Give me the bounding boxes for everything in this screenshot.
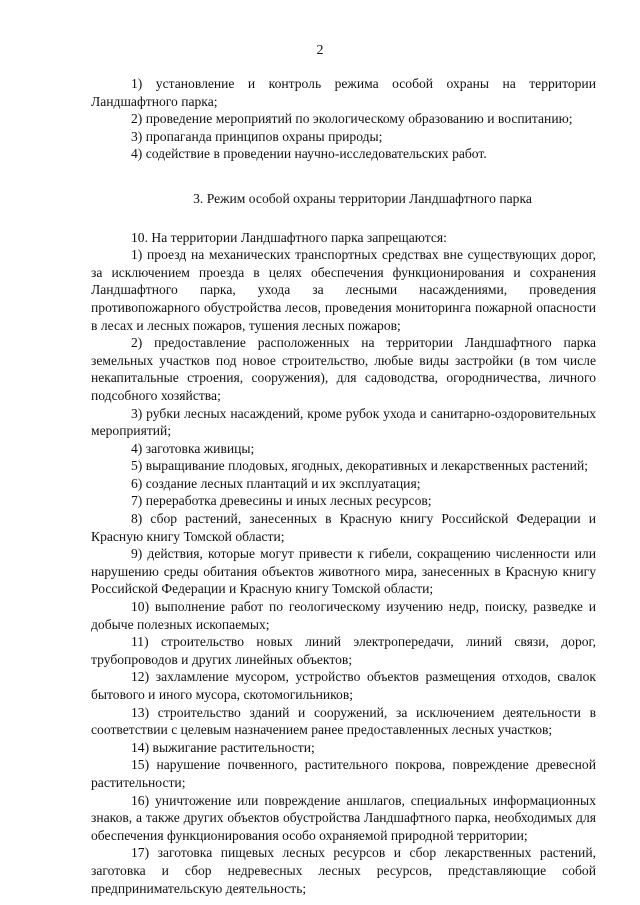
prohibition-item-14: 14) выжигание растительности; [131,739,315,755]
intro-item-2: 2) проведение мероприятий по экологическому образованию и воспитанию; [131,111,573,127]
prohibition-item-10: 10) выполнение работ по геологическому изучению недр, поиску, разведке и добыче полезных ископаемых; [91,599,596,632]
prohibition-item-8: 8) сбор растений, занесенных в Красную книгу Российской Федерации и Красную книгу Томской области; [91,511,596,544]
prohibition-item-6: 6) создание лесных плантаций и их эксплуатация; [131,475,421,491]
clause-heading: 10. На территории Ландшафтного парка запрещаются: [131,229,447,245]
intro-item-4: 4) содействие в проведении научно-исследовательских работ. [131,146,487,162]
prohibition-item-1: 1) проезд на механических транспортных средствах вне существующих дорог, за исключением проезда в целях обеспечения функционирования и сохранения Ландшафтного парка, ухода за лесными насаждениями, проведения противопожарного обустройства лесов, проведения мониторинга пожарной опасности в лесах и лесных пожаров, тушения лесных пожаров; [91,247,596,333]
prohibition-item-12: 12) захламление мусором, устройство объектов размещения отходов, свалок бытового и иного мусора, скотомогильников; [91,669,596,702]
prohibition-item-17: 17) заготовка пищевых лесных ресурсов и сбор лекарственных растений, заготовка и сбор недревесных лесных ресурсов, представляющие собой предпринимательскую деятельность; [91,845,596,896]
document-body [91,75,596,897]
intro-item-3: 3) пропаганда принципов охраны природы; [131,128,383,144]
prohibition-item-13: 13) строительство зданий и сооружений, за исключением деятельности в соответствии с целевым назначением ранее предоставленных лесных участков; [91,704,596,738]
prohibition-item-16: 16) уничтожение или повреждение аншлагов, специальных информационных знаков, а также других объектов обустройства Ландшафтного парка, необходимых для обеспечения функционирования особо охраняемой природной территории; [91,792,596,843]
prohibition-item-4: 4) заготовка живицы; [131,440,255,456]
prohibition-item-7: 7) переработка древесины и иных лесных ресурсов; [131,493,432,509]
prohibition-item-11: 11) строительство новых линий электропередачи, линий связи, дорог, трубопроводов и других линейных объектов; [91,634,596,667]
section-title: 3. Режим особой охраны территории Ландшафтного парка [193,190,532,206]
prohibition-item-3: 3) рубки лесных насаждений, кроме рубок ухода и санитарно-оздоровительных мероприятий; [91,405,596,439]
prohibition-item-15: 15) нарушение почвенного, растительного покрова, повреждение древесной растительности; [91,757,596,790]
prohibition-item-2: 2) предоставление расположенных на территории Ландшафтного парка земельных участков под новое строительство, любые виды застройки (в том числе некапитальные строения, сооружения), для садоводства, огородничества, личного подсобного хозяйства; [91,335,596,403]
prohibition-item-5: 5) выращивание плодовых, ягодных, декоративных и лекарственных растений; [131,458,588,474]
intro-item-1: 1) установление и контроль режима особой охраны на территории Ландшафтного парка; [91,76,596,109]
prohibition-item-9: 9) действия, которые могут привести к гибели, сокращению численности или нарушению среды обитания объектов животного мира, занесенных в Красную книгу Российской Федерации и Красную книгу Томской области; [91,546,596,597]
page-number: 2 [316,43,324,58]
